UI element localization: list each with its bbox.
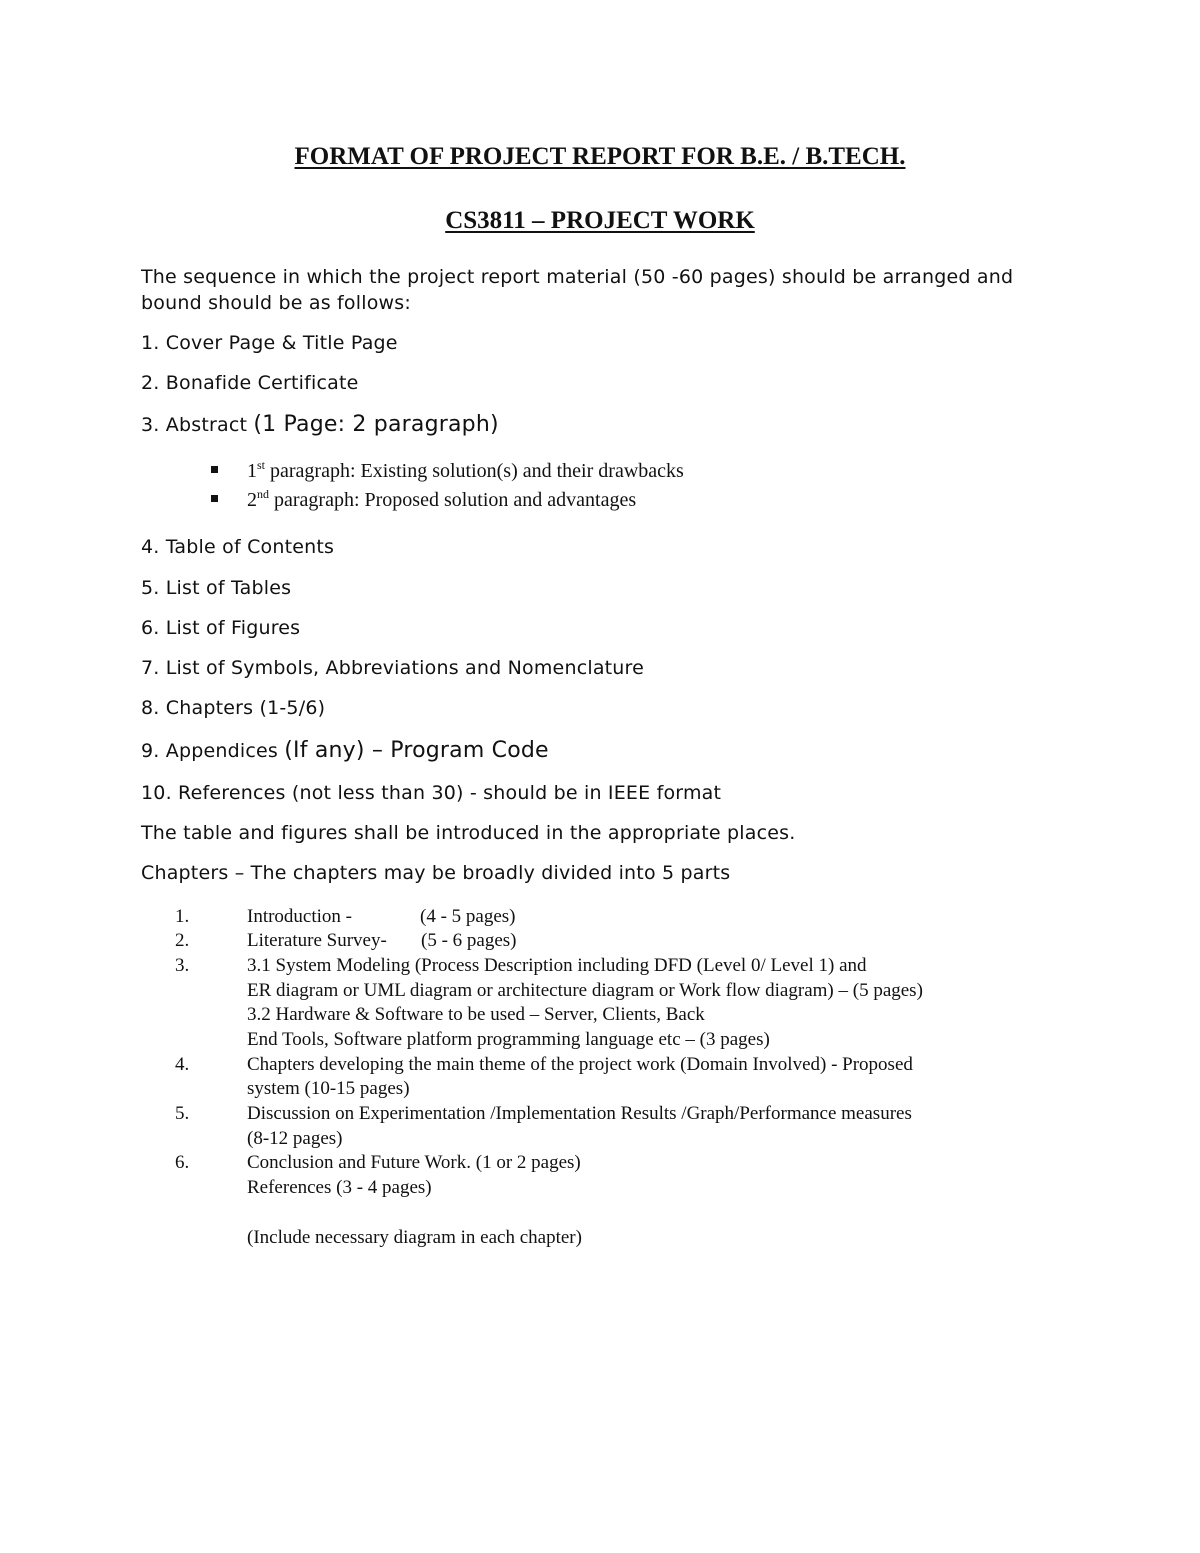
chapter-number-3: 3. [175,955,190,976]
square-bullet-icon [211,466,218,473]
sequence-item-1: 1. Cover Page & Title Page [141,332,398,354]
chapter-3-line-1: 3.1 System Modeling (Process Description including DFD (Level 0/ Level 1) and [247,955,867,976]
abstract-detail: (1 Page: 2 paragraph) [253,412,499,437]
diagram-note: (Include necessary diagram in each chapter) [247,1227,582,1248]
chapter-2-pages: (5 - 6 pages) [421,930,517,951]
chapter-4-line-2: system (10-15 pages) [247,1078,410,1099]
chapter-1-pages: (4 - 5 pages) [420,906,516,927]
square-bullet-icon [211,495,218,502]
chapter-3-line-4: End Tools, Software platform programming language etc – (3 pages) [247,1029,770,1050]
chapter-number-2: 2. [175,930,190,951]
sequence-item-5: 5. List of Tables [141,577,292,599]
chapters-intro: Chapters – The chapters may be broadly divided into 5 parts [141,862,731,884]
chapter-6-line-2: References (3 - 4 pages) [247,1177,432,1198]
abstract-bullet-2: 2nd paragraph: Proposed solution and advantages [247,487,637,511]
chapter-4-line-1: Chapters developing the main theme of the project work (Domain Involved) - Proposed [247,1054,913,1075]
sequence-item-4: 4. Table of Contents [141,536,335,558]
abstract-bullet-1: 1st paragraph: Existing solution(s) and their drawbacks [247,458,684,482]
sequence-item-3 [141,412,499,437]
chapter-6-line-1: Conclusion and Future Work. (1 or 2 pages) [247,1152,581,1173]
chapter-number-5: 5. [175,1103,190,1124]
appendices-detail: (If any) – Program Code [284,738,549,763]
table-figures-note: The table and figures shall be introduced in the appropriate places. [141,822,796,844]
chapter-number-1: 1. [175,906,190,927]
sequence-item-8: 8. Chapters (1-5/6) [141,697,326,719]
document-subtitle: CS3811 – PROJECT WORK [445,207,755,234]
chapter-5-line-2: (8-12 pages) [247,1128,343,1149]
sequence-item-10: 10. References (not less than 30) - should be in IEEE format [141,782,722,804]
chapter-3-line-2: ER diagram or UML diagram or architecture diagram or Work flow diagram) – (5 pages) [247,980,923,1001]
sequence-item-7: 7. List of Symbols, Abbreviations and Nomenclature [141,657,645,679]
intro-line-1: The sequence in which the project report material (50 -60 pages) should be arranged and [141,266,1014,288]
chapter-number-4: 4. [175,1054,190,1075]
chapter-3-line-3: 3.2 Hardware & Software to be used – Server, Clients, Back [247,1004,705,1025]
document-title: FORMAT OF PROJECT REPORT FOR B.E. / B.TECH. [294,143,906,170]
abstract-label: 3. Abstract [141,414,254,436]
chapter-1-label: Introduction - [247,906,353,927]
intro-line-2: bound should be as follows: [141,292,411,314]
chapter-2-label: Literature Survey- [247,930,387,951]
sequence-item-6: 6. List of Figures [141,617,301,639]
appendices-label: 9. Appendices [141,740,285,762]
chapter-5-line-1: Discussion on Experimentation /Implementation Results /Graph/Performance measures [247,1103,912,1124]
sequence-item-9 [141,738,549,763]
chapter-number-6: 6. [175,1152,190,1173]
sequence-item-2: 2. Bonafide Certificate [141,372,359,394]
